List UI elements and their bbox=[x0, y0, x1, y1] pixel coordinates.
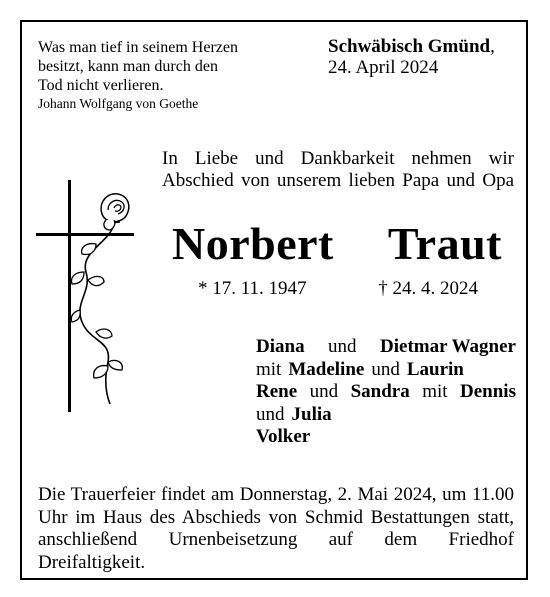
intro-line: In Liebe und Dankbarkeit nehmen wir bbox=[162, 148, 514, 169]
cross-with-rose-icon bbox=[36, 172, 146, 412]
family-member: Dennis bbox=[460, 381, 516, 402]
family-line bbox=[256, 381, 516, 404]
place-comma: , bbox=[490, 36, 495, 57]
quote-line: Was man tief in seinem Herzen bbox=[38, 39, 238, 56]
quote-line: Tod nicht verlieren. bbox=[38, 77, 164, 94]
family-member: Rene bbox=[256, 381, 298, 402]
obituary-notice bbox=[20, 20, 528, 580]
family-connector: und bbox=[256, 403, 285, 425]
family-member: Diana bbox=[256, 336, 305, 357]
deceased-name bbox=[172, 218, 502, 270]
intro-line: Abschied von unserem lieben Papa und Opa bbox=[162, 170, 514, 191]
funeral-notice: Die Trauerfeier findet am Donnerstag, 2. Mai 2024, um 11.00 Uhr im Haus des Abschieds von Schmid Bestattungen statt, anschließend Urnenbeisetzung auf dem Friedhof Dreifaltigkeit. bbox=[38, 484, 514, 573]
family-connector: und bbox=[309, 381, 339, 402]
family-member: Madeline bbox=[288, 358, 365, 380]
family-line bbox=[256, 426, 516, 449]
family-member: Dietmar Wagner bbox=[380, 336, 516, 357]
family-connector: und bbox=[328, 336, 357, 357]
life-dates bbox=[198, 278, 478, 300]
deceased-first-name: Norbert bbox=[172, 218, 334, 269]
family-list bbox=[256, 336, 516, 449]
family-connector: und bbox=[371, 358, 400, 380]
family-member: Laurin bbox=[406, 358, 464, 380]
family-line bbox=[256, 359, 516, 382]
quote-line: besitzt, kann man durch den bbox=[38, 58, 218, 75]
place-and-date bbox=[328, 36, 528, 78]
notice-date: 24. April 2024 bbox=[328, 57, 439, 78]
family-line bbox=[256, 336, 516, 359]
family-line bbox=[256, 404, 516, 427]
deceased-last-name: Traut bbox=[387, 218, 502, 269]
place-name: Schwäbisch Gmünd bbox=[328, 36, 491, 57]
goethe-quote bbox=[38, 38, 308, 113]
quote-author: Johann Wolfgang von Goethe bbox=[38, 96, 199, 111]
family-connector: mit bbox=[422, 381, 448, 402]
family-member: Julia bbox=[291, 403, 332, 425]
death-date: † 24. 4. 2024 bbox=[378, 278, 478, 299]
family-member: Volker bbox=[256, 426, 311, 447]
family-connector: mit bbox=[256, 358, 282, 380]
family-member: Sandra bbox=[350, 381, 410, 402]
birth-date: * 17. 11. 1947 bbox=[198, 278, 307, 299]
intro-text bbox=[162, 148, 514, 192]
